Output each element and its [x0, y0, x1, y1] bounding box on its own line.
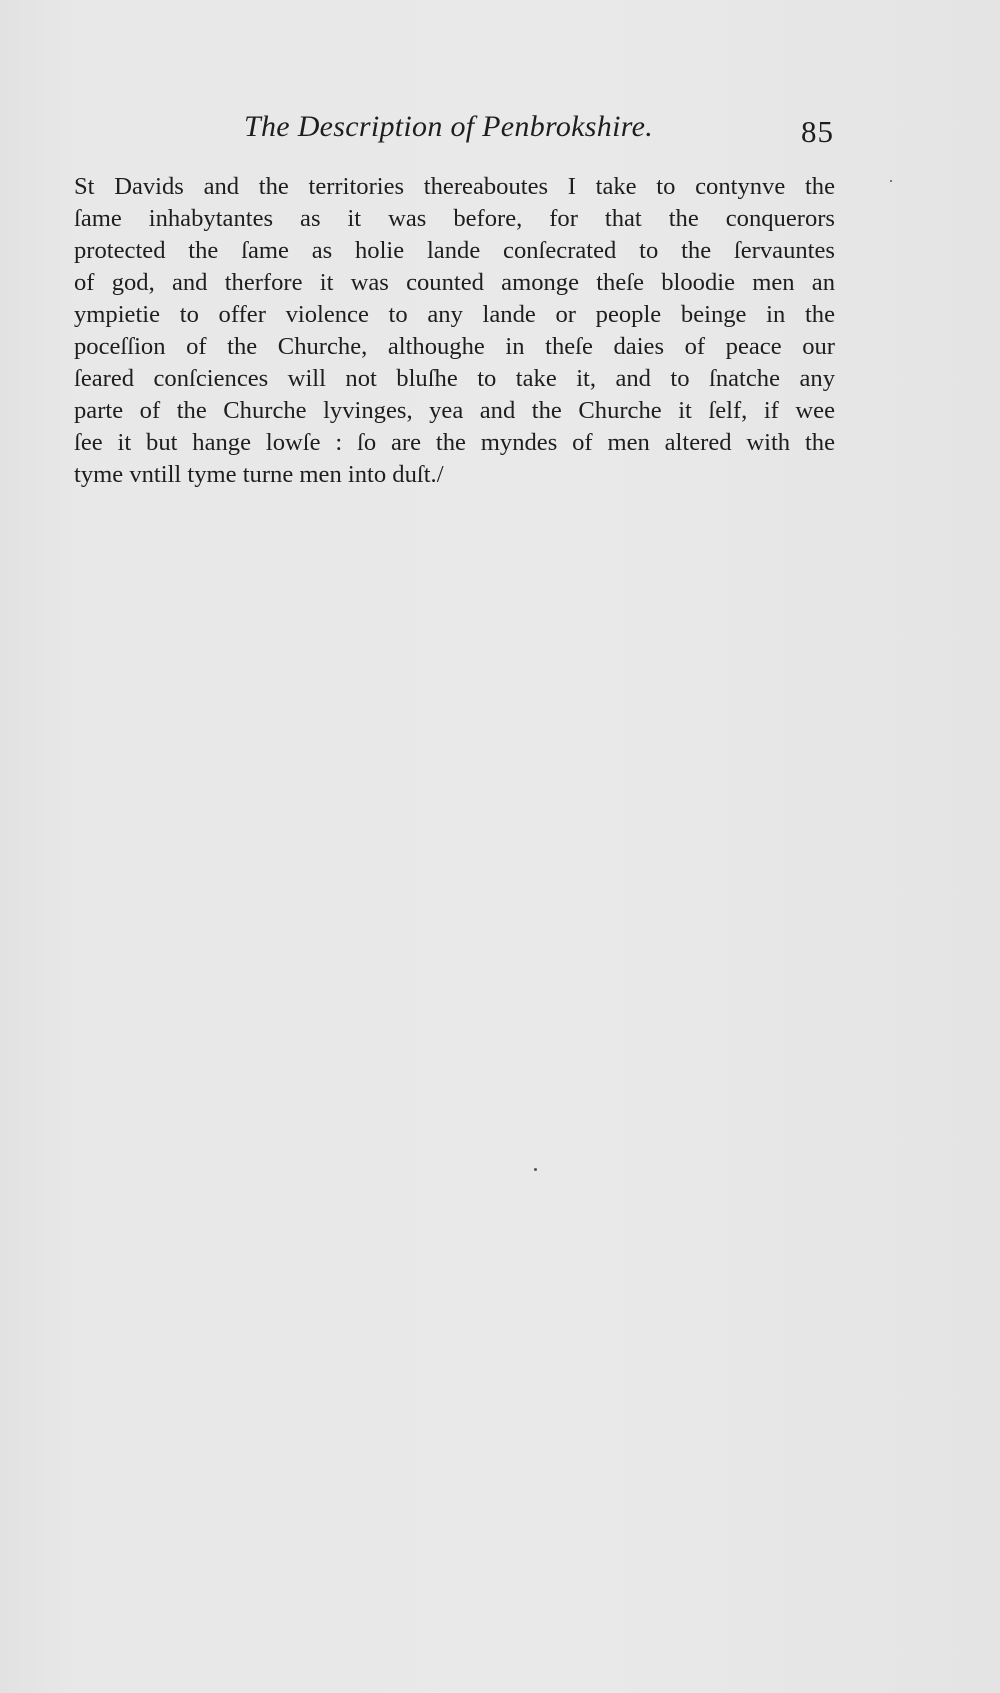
text-line: ſame inhabytantes as it was before, for that the conquerors — [74, 205, 835, 232]
text-line: ſeared conſciences will not bluſhe to take it, and to ſnatche any — [74, 365, 835, 392]
page-number: 85 — [801, 114, 834, 149]
running-head — [74, 110, 834, 154]
text-line: of god, and therfore it was counted amonge theſe bloodie men an — [74, 269, 835, 296]
text-line: tyme vntill tyme turne men into duſt./ — [74, 461, 444, 488]
body-text — [74, 171, 835, 491]
text-line: protected the ſame as holie lande conſecrated to the ſervauntes — [74, 237, 835, 264]
paper-speck — [534, 1168, 537, 1171]
text-line: parte of the Churche lyvinges, yea and the Churche it ſelf, if wee — [74, 397, 835, 424]
text-line: ſee it but hange lowſe : ſo are the myndes of men altered with the — [74, 429, 835, 456]
text-line: ympietie to offer violence to any lande or people beinge in the — [74, 301, 835, 328]
text-line: poceſſion of the Churche, althoughe in theſe daies of peace our — [74, 333, 835, 360]
paper-speck — [890, 180, 892, 182]
text-line: St Davids and the territories thereaboutes I take to contynve the — [74, 173, 835, 200]
running-title: The Description of Penbrokshire. — [244, 110, 653, 143]
